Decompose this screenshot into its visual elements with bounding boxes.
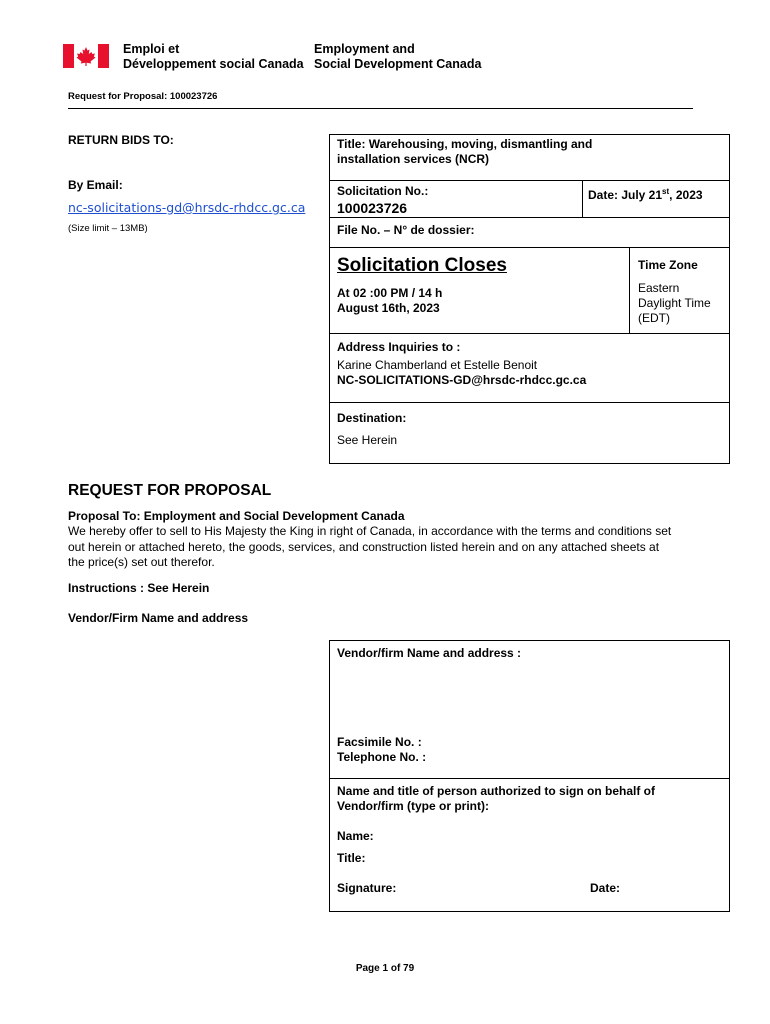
solicitation-title-line2: installation services (NCR)	[337, 152, 490, 166]
divider	[329, 402, 730, 403]
canada-flag-logo	[63, 44, 109, 68]
divider	[582, 180, 583, 217]
solicitation-number: 100023726	[337, 200, 408, 216]
proposal-to: Proposal To: Employment and Social Development Canada	[68, 509, 405, 523]
solicitation-date	[588, 184, 703, 203]
offer-line1: We hereby offer to sell to His Majesty the King in right of Canada, in accordance with the terms and conditions set	[68, 524, 672, 538]
time-zone-value	[638, 281, 711, 326]
vendor-info-box	[329, 640, 730, 912]
by-email-label: By Email:	[68, 178, 123, 192]
return-bids-heading: RETURN BIDS TO:	[68, 133, 174, 147]
size-limit-note: (Size limit – 13MB)	[68, 223, 148, 234]
authorized-line1: Name and title of person authorized to sign on behalf of	[337, 784, 656, 798]
department-fr-line2: Développement social Canada	[123, 57, 304, 71]
inquiries-contact-names: Karine Chamberland et Estelle Benoit	[337, 358, 538, 372]
divider	[329, 180, 730, 181]
address-inquiries	[337, 340, 586, 388]
address-inquiries-label: Address Inquiries to :	[337, 340, 461, 354]
department-en-line2: Social Development Canada	[314, 57, 482, 71]
time-zone-line1: Eastern	[638, 281, 680, 295]
time-zone-line3: (EDT)	[638, 311, 670, 325]
divider	[329, 333, 730, 334]
solicitation-title-line1: Title: Warehousing, moving, dismantling and	[337, 137, 593, 151]
time-zone-line2: Daylight Time	[638, 296, 711, 310]
authorized-person-label	[337, 784, 655, 814]
authorized-line2: Vendor/firm (type or print):	[337, 799, 490, 813]
divider	[629, 247, 630, 333]
signature-label: Signature:	[337, 881, 397, 895]
department-name-english	[314, 42, 481, 72]
date-year: , 2023	[669, 188, 703, 202]
closing-date: August 16th, 2023	[337, 301, 440, 315]
department-name-french	[123, 42, 304, 72]
divider	[329, 247, 730, 248]
department-fr-line1: Emploi et	[123, 42, 180, 56]
rfp-reference: Request for Proposal: 100023726	[68, 91, 218, 102]
solicitation-closes-title: Solicitation Closes	[337, 255, 507, 276]
name-label: Name:	[337, 829, 374, 843]
instructions: Instructions : See Herein	[68, 581, 210, 595]
department-en-line1: Employment and	[314, 42, 415, 56]
vendor-heading: Vendor/Firm Name and address	[68, 611, 249, 625]
date-ordinal: st	[662, 187, 670, 196]
offer-line2: out herein or attached hereto, the goods, services, and construction listed herein and on any attached sheets at	[68, 539, 660, 554]
divider	[329, 217, 730, 218]
closing-time: At 02 :00 PM / 14 h	[337, 286, 443, 300]
telephone-label: Telephone No. :	[337, 750, 427, 764]
return-bids-email-link[interactable]: nc-solicitations-gd@hrsdc-rhdcc.gc.ca	[68, 200, 306, 215]
destination-label: Destination:	[337, 411, 407, 425]
time-zone-label: Time Zone	[638, 258, 698, 272]
file-number-label: File No. – N° de dossier:	[337, 223, 475, 237]
destination	[337, 411, 406, 448]
facsimile-label: Facsimile No. :	[337, 735, 422, 749]
request-for-proposal-heading: REQUEST FOR PROPOSAL	[68, 482, 272, 499]
header-divider	[68, 108, 693, 109]
offer-paragraph	[68, 524, 708, 571]
offer-line3: the price(s) set out therefor.	[68, 555, 215, 569]
solicitation-title	[337, 137, 592, 167]
signature-date-label: Date:	[590, 881, 621, 895]
destination-value: See Herein	[337, 433, 398, 447]
title-label: Title:	[337, 851, 366, 865]
vendor-contact-numbers	[337, 735, 426, 765]
closing-details	[337, 286, 442, 316]
solicitation-no-label: Solicitation No.:	[337, 184, 429, 198]
vendor-name-address-label: Vendor/firm Name and address :	[337, 646, 522, 660]
divider	[329, 778, 730, 779]
date-label: Date: July 21	[588, 188, 663, 202]
inquiries-email: NC-SOLICITATIONS-GD@hrsdc-rhdcc.gc.ca	[337, 373, 587, 387]
page-number: Page 1 of 79	[355, 963, 415, 974]
